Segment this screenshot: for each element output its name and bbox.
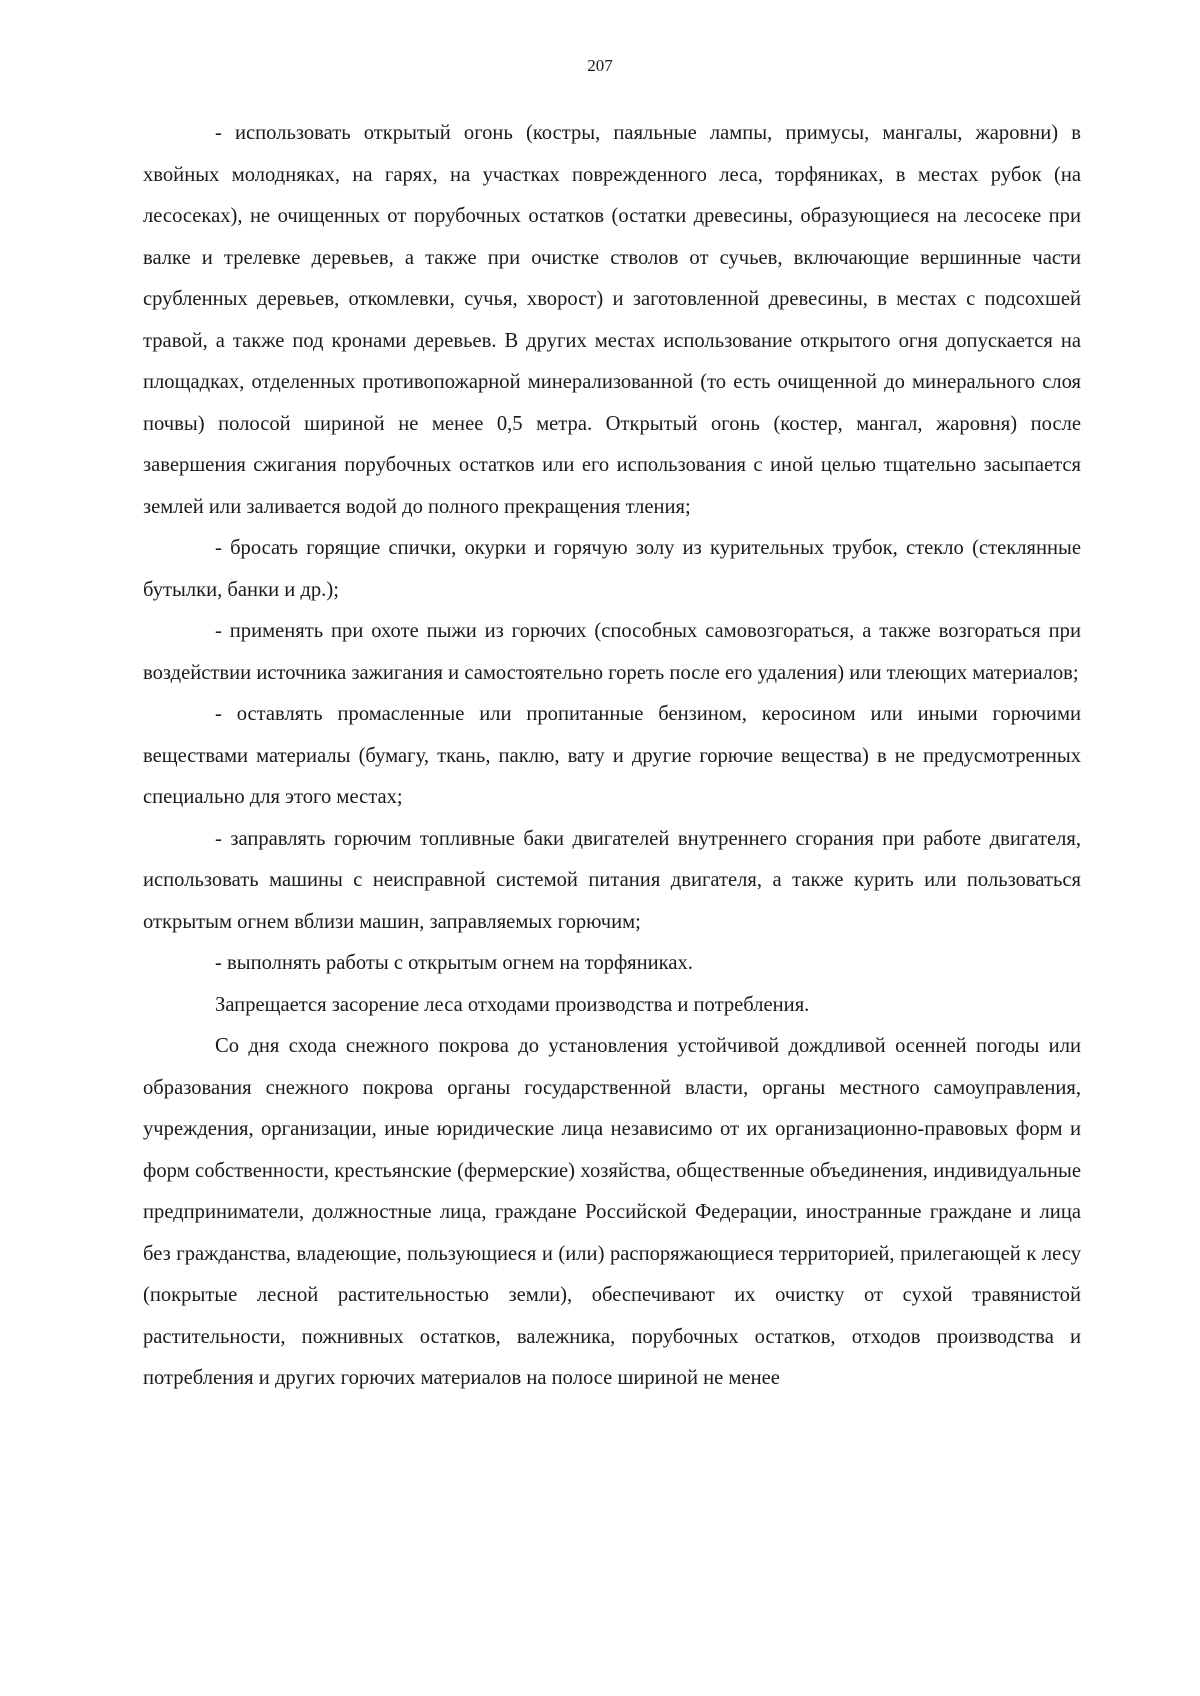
paragraph-littering-ban: Запрещается засорение леса отходами производства и потребления. [215,993,810,1016]
paragraph-open-fire-ban: - использовать открытый огонь (костры, паяльные лампы, примусы, мангалы, жаровни) в хвойных молодняках, на гарях, на участках поврежденного леса, торфяниках, в местах рубок (на лесосеках), не очищенных от порубочных остатков (остатки древесины, образующиеся на лесосеке при валке и трелевке деревьев, а также при очистке стволов от сучьев, включающие вершинные части срубленных деревьев, откомлевки, сучья, хворост) и заготовленной древесины, в местах с подсохшей травой, а также под кронами деревьев. В других местах использование открытого огня допускается на площадках, отделенных противопожарной минерализованной (то есть очищенной до минерального слоя почвы) полосой шириной не менее 0,5 метра. Открытый огонь (костер, мангал, жаровня) после завершения сжигания порубочных остатков или его использования с иной целью тщательно засыпается землей или заливается водой до полного прекращения тления; [143,122,1081,518]
paragraph-oily-materials-ban: - оставлять промасленные или пропитанные бензином, керосином или иными горючими веществами материалы (бумагу, ткань, паклю, вату и другие горючие вещества) в не предусмотренных специально для этого местах; [143,703,1081,808]
document-body [143,113,1081,1400]
paragraph-refueling-ban: - заправлять горючим топливные баки двигателей внутреннего сгорания при работе двигателя, использовать машины с неисправной системой питания двигателя, а также курить или пользоваться открытым огнем вблизи машин, заправляемых горючим; [143,827,1081,933]
paragraph-wadding-ban: - применять при охоте пыжи из горючих (способных самовозгораться, а также возгораться при воздействии источника зажигания и самостоятельно гореть после его удаления) или тлеющих материалов; [143,620,1081,684]
page-number: 207 [587,56,613,75]
paragraph-clearing-obligation: Со дня схода снежного покрова до установления устойчивой дождливой осенней погоды или образования снежного покрова органы государственной власти, органы местного самоуправления, учреждения, организации, иные юридические лица независимо от их организационно-правовых форм и форм собственности, крестьянские (фермерские) хозяйства, общественные объединения, индивидуальные предприниматели, должностные лица, граждане Российской Федерации, иностранные граждане и лица без гражданства, владеющие, пользующиеся и (или) распоряжающиеся территорией, прилегающей к лесу (покрытые лесной растительностью земли), обеспечивают их очистку от сухой травянистой растительности, пожнивных остатков, валежника, порубочных остатков, отходов производства и потребления и других горючих материалов на полосе шириной не менее [143,1035,1081,1389]
paragraph-peat-works-ban: - выполнять работы с открытым огнем на торфяниках. [215,952,693,974]
paragraph-matches-ban: - бросать горящие спички, окурки и горячую золу из курительных трубок, стекло (стеклянные бутылки, банки и др.); [143,537,1081,601]
